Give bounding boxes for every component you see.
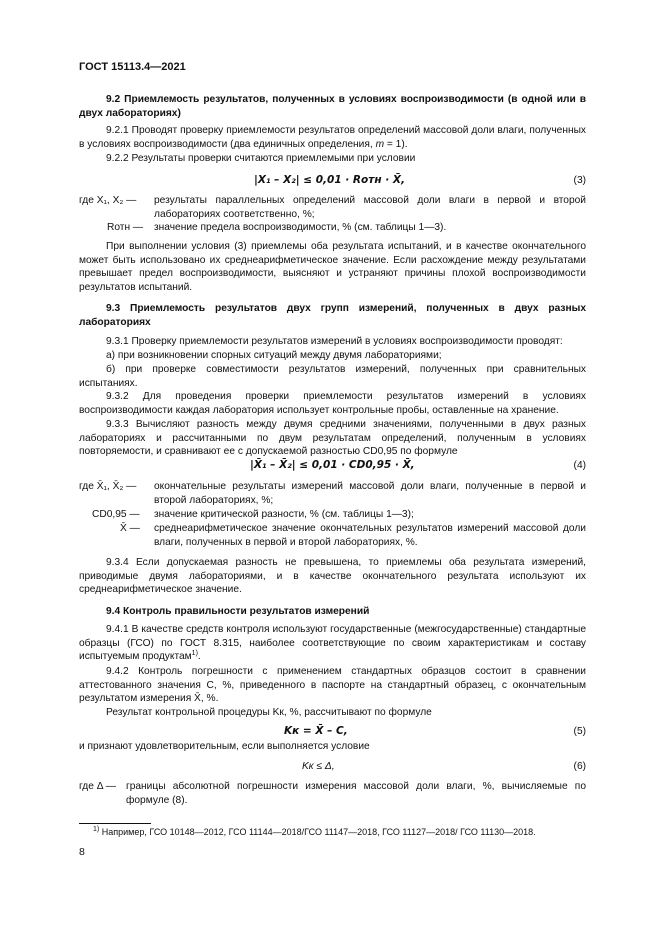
section-9-2-heading: 9.2 Приемлемость результатов, полученных в условиях воспроизводимости (в одной или в двух лабораториях) (79, 94, 586, 119)
def-x1bar-x2bar-label: где X̄₁, X̄₂ — (79, 481, 137, 492)
paragraph-9-2-1-var: m (375, 138, 385, 150)
footnote-mark: 1) (93, 826, 100, 833)
paragraph-9-3-1-b: б) при проверке совместимости результатов измерений, полученных при сравнительных испытаниях. (79, 364, 586, 389)
formula-3-number: (3) (573, 175, 586, 186)
footnote (93, 826, 536, 840)
paragraph-9-4-1-text: 9.4.1 В качестве средств контроля используют государственные (межгосударственные) стандартные образцы (ГСО) по ГОСТ 8.315, наиболее соответствующие по своим характеристикам и составу испытуемым продуктам (79, 624, 586, 663)
def-r-text: значение предела воспроизводимости, % (см. таблицы 1—3). (154, 222, 447, 233)
paragraph-9-3-1-a: а) при возникновении спорных ситуаций между двумя лабораториями; (106, 350, 442, 361)
section-9-3-heading: 9.3 Приемлемость результатов двух групп измерений, полученных в двух разных лабораториях (79, 303, 586, 328)
paragraph-9-2-2: 9.2.2 Результаты проверки считаются приемлемыми при условии (106, 153, 416, 164)
def-xbar-text: среднеарифметическое значение окончательных результатов измерений массовой доли влаги, полученных в первой и второй лабораториях, %. (154, 523, 586, 548)
def-xbar-label: X̄ — (120, 523, 140, 534)
formula-5-number: (5) (573, 726, 586, 737)
paragraph-9-4-condition: и признают удовлетворительным, если выполняется условие (79, 741, 370, 752)
paragraph-9-3-2: 9.3.2 Для проведения проверки приемлемости результатов измерений в условиях воспроизводимости каждая лаборатория использует контрольные пробы, оставленные на хранение. (79, 391, 586, 416)
def-cd-text: значение критической разности, % (см. таблицы 1—3); (154, 509, 414, 520)
def-delta-text: границы абсолютной погрешности измерения массовой доли влаги, %, вычисляемые по формуле (8). (126, 781, 586, 806)
formula-6: Kк ≤ Δ, (302, 761, 335, 772)
formula-4: |X̄₁ – X̄₂| ≤ 0,01 · CD0,95 · X̄, (250, 459, 415, 471)
def-x1-x2-text: результаты параллельных определений массовой доли влаги в первой и второй лабораториях соответственно, %; (154, 195, 586, 220)
def-delta-label: где Δ — (79, 781, 116, 792)
def-cd-label: CD0,95 — (92, 509, 140, 520)
formula-3: |X₁ – X₂| ≤ 0,01 · Rотн · X̄, (254, 174, 405, 186)
section-9-4-heading: 9.4 Контроль правильности результатов измерений (106, 606, 370, 617)
paragraph-9-3-4: 9.3.4 Если допускаемая разность не превышена, то приемлемы оба результата измерений, приводимые двумя лабораториями, и в качестве окончательного результата используют их среднеарифметическое значение. (79, 557, 586, 596)
paragraph-9-2-1 (79, 124, 586, 151)
standard-header: ГОСТ 15113.4—2021 (79, 61, 186, 73)
paragraph-9-2-1-text: 9.2.1 Проводят проверку приемлемости результатов определений массовой доли влаги, полученных в условиях воспроизводимости (два единичных определения, (79, 125, 586, 150)
def-x1-x2-label: где X₁, X₂ — (79, 195, 137, 206)
footnote-separator (79, 823, 151, 824)
paragraph-9-3-1: 9.3.1 Проверку приемлемости результатов измерений в условиях воспроизводимости проводят: (106, 336, 563, 347)
formula-4-number: (4) (573, 460, 586, 471)
formula-6-number: (6) (573, 761, 586, 772)
formula-5: Kк = X̄ – C, (284, 725, 348, 737)
def-x1bar-x2bar-text: окончательные результаты измерений массовой доли влаги, полученные в первой и второй лабораториях, %; (154, 481, 586, 506)
footnote-ref: 1) (191, 650, 198, 658)
paragraph-9-4-2: 9.4.2 Контроль погрешности с применением стандартных образцов состоит в сравнении аттестованного значения C, %, приведенного в паспорте на стандартный образец, с окончательным результатом измерения X̄, %. (79, 666, 586, 705)
paragraph-9-4-2-result: Результат контрольной процедуры Kк, %, рассчитывают по формуле (106, 707, 432, 718)
def-r-label: Rотн — (107, 222, 144, 233)
footnote-text: Например, ГСО 10148—2012, ГСО 11144—2018/ГСО 11147—2018, ГСО 11127—2018/ ГСО 11130—2018. (101, 827, 536, 837)
page-number: 8 (79, 846, 85, 858)
paragraph-9-3-3: 9.3.3 Вычисляют разность между двумя средними значениями, полученными в двух разных лабораториях и рассчитанными по двум результатам определений, полученным в условиях повторяемости, и сравнивают ее с допускаемой разностью CD0,95 по формуле (79, 419, 586, 458)
paragraph-9-2-conclusion: При выполнении условия (3) приемлемы оба результата испытаний, и в качестве окончательного может быть использовано их среднеарифметическое значение. Если расхождение между результатами превышает предел воспроизводимости, выясняют и устраняют причины плохой воспроизводимости результатов испытаний. (79, 241, 586, 293)
paragraph-9-4-1-end: . (197, 651, 201, 663)
paragraph-9-2-1-end: = 1). (384, 138, 408, 150)
paragraph-9-4-1 (79, 623, 586, 664)
